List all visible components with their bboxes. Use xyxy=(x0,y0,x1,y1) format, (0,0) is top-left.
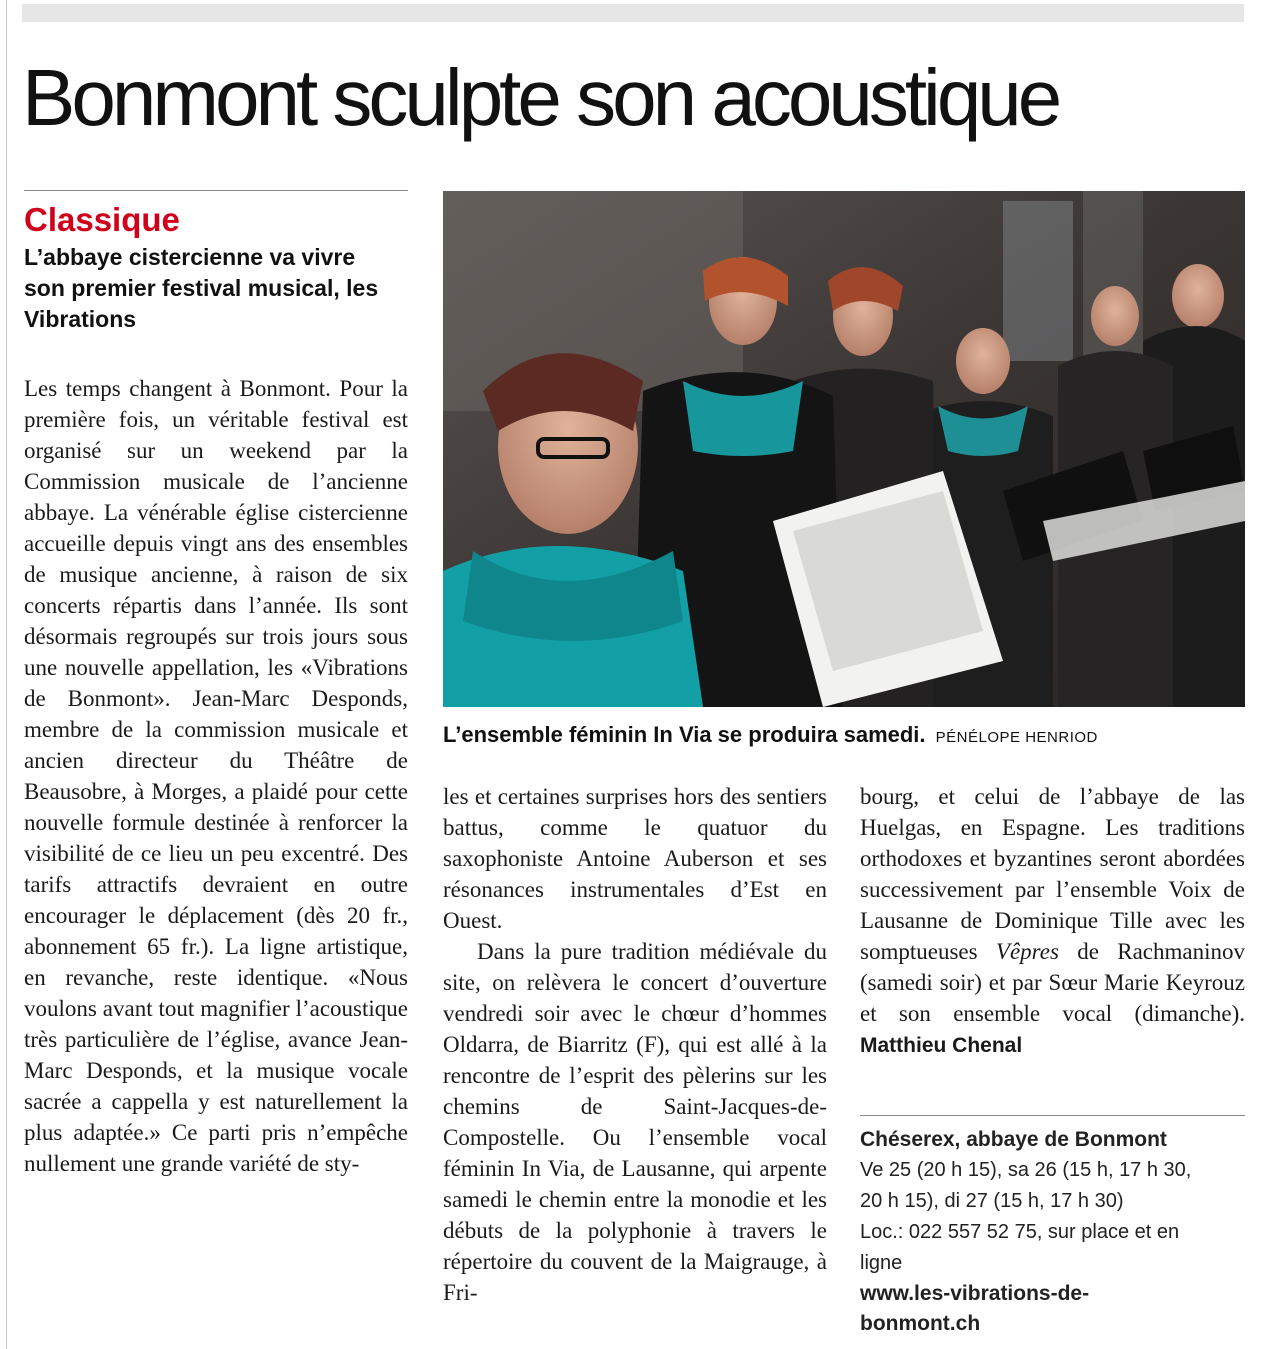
event-dates: 20 h 15), di 27 (15 h, 17 h 30) xyxy=(860,1190,1124,1212)
event-place: Chéserex, abbaye de Bonmont xyxy=(860,1128,1167,1151)
event-booking: ligne xyxy=(860,1252,903,1274)
event-booking: Loc.: 022 557 52 75, sur place et en xyxy=(860,1221,1180,1243)
body-paragraph: Les temps changent à Bonmont. Pour la première fois, un véritable festival est organisé sur un weekend par la Commission musicale de l’ancienne abbaye. La vénérable église cistercienne accueille depuis vingt ans des ensembles de musique ancienne, à raison de six concerts répartis dans l’année. Ils sont désormais regroupés sur trois jours sous une nouvelle appellation, les «Vibrations de Bonmont». Jean-Marc Desponds, membre de la commission musicale et ancien directeur du Théâtre de Beausobre, à Morges, a plaidé pour cette nouvelle formule destinée à renforcer la visibilité de ce lieu un peu excentré. Des tarifs attractifs devraient en outre encourager le déplacement (dès 20 fr., abonnement 65 fr.). La ligne artistique, en revanche, reste identique. «Nous voulons avant tout magnifier l’acoustique très particulière de l’église, avance Jean-Marc Desponds, et la musique vocale sacrée a cappella y est naturellement la plus adaptée.» Ce parti pris n’empêche nullement une grande variété de sty- xyxy=(24,376,408,1176)
body-paragraph: Dans la pure tradition médiévale du site, on relèvera le concert d’ouverture vendredi soir avec le chœur d’hommes Oldarra, de Biarritz (F), qui est allé à la rencontre de l’esprit des pèlerins sur les chemins de Saint-Jacques-de-Compostelle. Ou l’ensemble vocal féminin In Via, de Lausanne, qui arpente samedi le chemin entre la monodie et les débuts de la polyphonie à travers le répertoire du couvent de la Maigrauge, à Fri- xyxy=(443,939,827,1305)
event-dates: Ve 25 (20 h 15), sa 26 (15 h, 17 h 30, xyxy=(860,1159,1192,1181)
info-box-rule xyxy=(860,1115,1245,1116)
body-column-1 xyxy=(24,373,408,1179)
article-photo xyxy=(443,191,1245,707)
body-paragraph xyxy=(860,781,1245,1061)
body-paragraph: les et certaines surprises hors des sentiers battus, comme le quatuor du saxophoniste Antoine Auberson et ses résonances instrumentales d’Est en Ouest. xyxy=(443,784,827,933)
left-margin-rule xyxy=(6,0,7,1349)
choir-photo-illustration xyxy=(443,191,1245,707)
event-website-link[interactable]: www.les-vibrations-de- xyxy=(860,1282,1090,1305)
kicker: Classique xyxy=(24,201,180,238)
caption-text: L’ensemble féminin In Via se produira samedi. xyxy=(443,722,926,747)
author-name: Matthieu Chenal xyxy=(860,1034,1023,1057)
section-rule-left xyxy=(24,190,408,191)
photo-caption xyxy=(443,720,1245,753)
body-text: de Rachmaninov (samedi soir) et par Sœur Marie Keyrouz et son ensemble vocal (dimanche). xyxy=(860,939,1246,1026)
event-website-link[interactable]: bonmont.ch xyxy=(860,1312,981,1335)
event-info-box xyxy=(860,1124,1245,1339)
work-title: Vêpres xyxy=(995,939,1059,964)
photo-credit: PÉNÉLOPE HENRIOD xyxy=(935,729,1098,746)
headline: Bonmont sculpte son acoustique xyxy=(22,53,1059,142)
top-bar xyxy=(22,4,1244,22)
lead-paragraph: L’abbaye cistercienne va vivre son premier festival musical, les Vibrations xyxy=(24,244,379,332)
body-column-2 xyxy=(443,781,827,1308)
body-text: bourg, et celui de l’abbaye de las Huelgas, en Espagne. Les traditions orthodoxes et byzantines seront abordées successivement par l’ensemble Voix de Lausanne de Dominique Tille avec les somptueuses xyxy=(860,784,1245,964)
body-column-3 xyxy=(860,781,1245,1061)
